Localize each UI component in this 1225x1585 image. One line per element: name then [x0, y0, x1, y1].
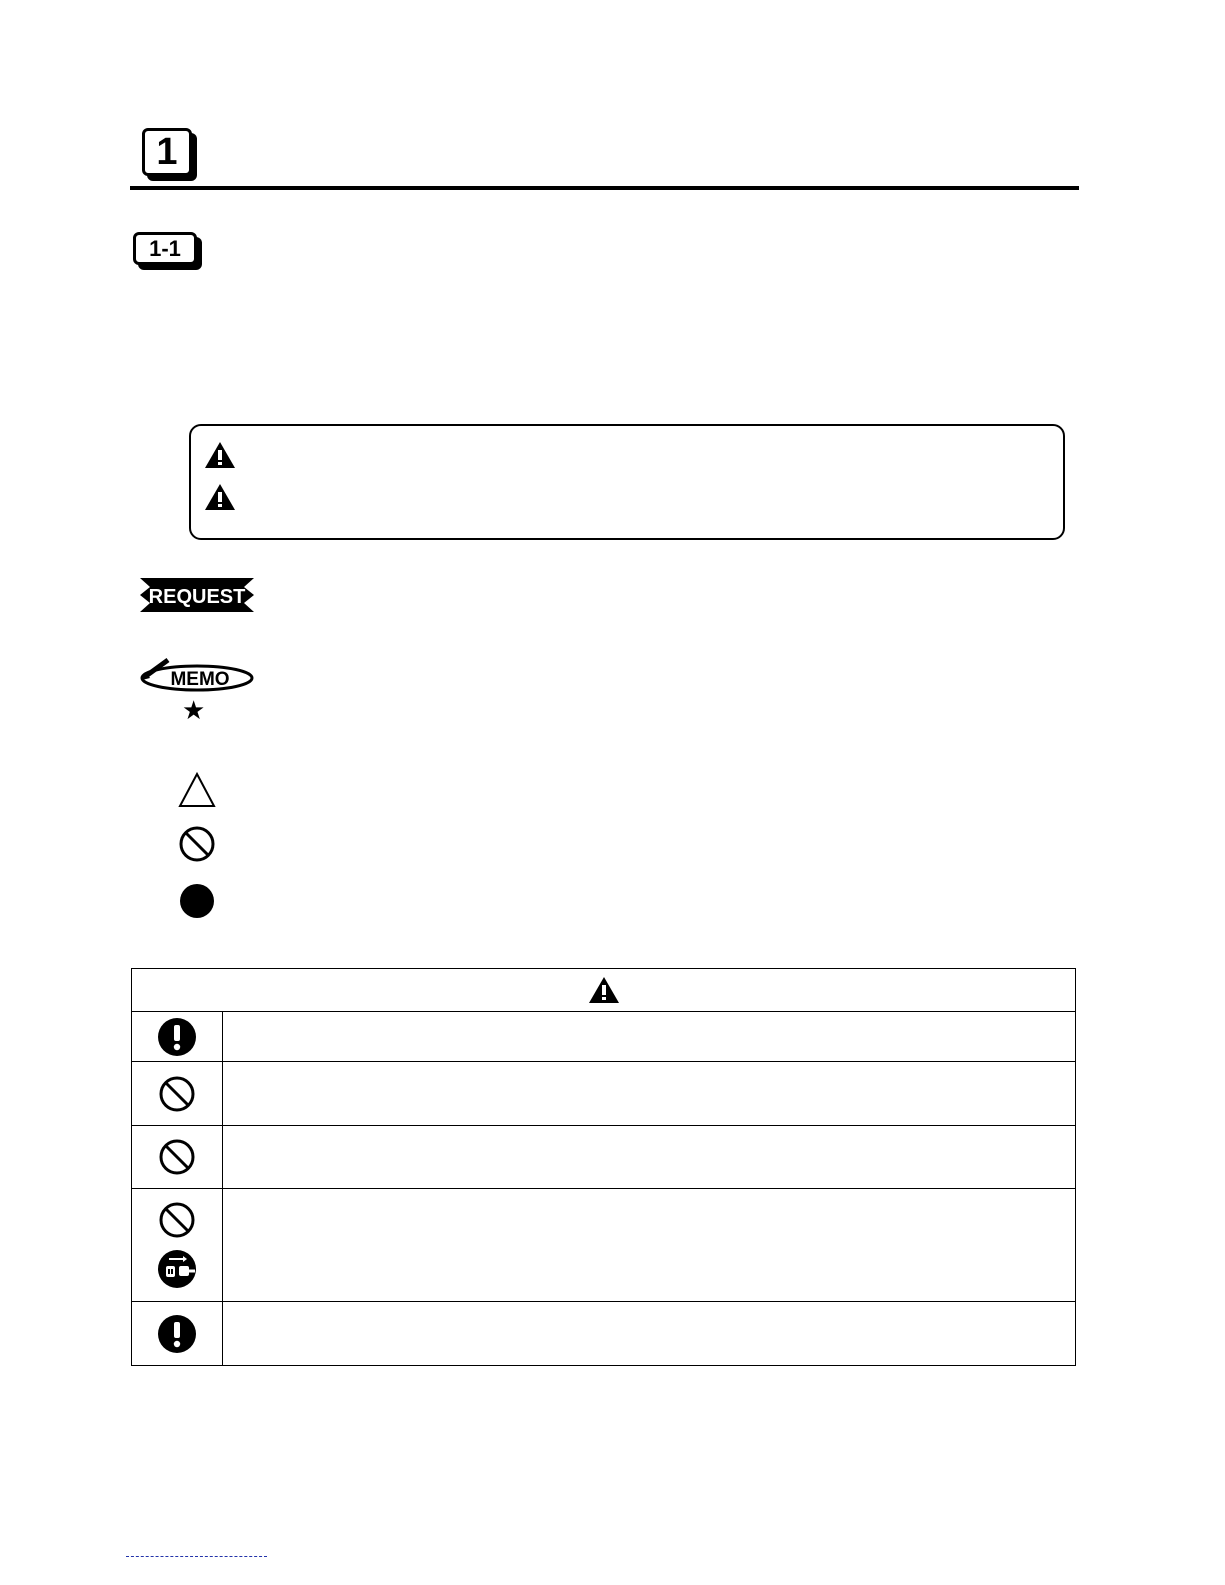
signal-row-warning [203, 440, 237, 470]
chapter-number-badge [142, 128, 192, 176]
warning-triangle-icon [587, 975, 621, 1005]
exclamation-icon [157, 1314, 197, 1354]
table-row [132, 1302, 1076, 1366]
request-text: REQUEST [148, 586, 246, 608]
table-row [132, 1126, 1076, 1189]
table-row [132, 1189, 1076, 1302]
prohibition-icon [178, 825, 216, 863]
section-number-badge [133, 232, 197, 265]
warning-table [131, 968, 1076, 1366]
star-icon: ★ [182, 695, 206, 725]
table-row [132, 1062, 1076, 1126]
warning-triangle-icon [203, 482, 237, 512]
memo-pencil-icon [140, 656, 254, 692]
caution-triangle-icon [178, 772, 216, 808]
request-banner-icon [140, 578, 254, 612]
instruction-dot-icon [178, 882, 216, 920]
exclamation-icon [157, 1017, 197, 1057]
section-number: 1-1 [149, 235, 181, 261]
warning-triangle-icon [203, 440, 237, 470]
signal-word-box [189, 424, 1065, 540]
row-text [223, 1062, 1076, 1126]
prohibition-icon [158, 1075, 196, 1113]
prohibition-icon [158, 1201, 196, 1239]
row-text [223, 1012, 1076, 1062]
row-text [223, 1126, 1076, 1189]
memo-text: MEMO [170, 669, 230, 690]
request-label [140, 578, 254, 617]
row-text [223, 1302, 1076, 1366]
prohibition-icon [158, 1138, 196, 1176]
unplug-icon [157, 1249, 197, 1289]
row-text [223, 1189, 1076, 1302]
memo-label [140, 656, 254, 697]
chapter-number: 1 [156, 130, 178, 173]
warning-table-header [132, 969, 1076, 1012]
chapter-rule [130, 186, 1079, 190]
table-row [132, 1012, 1076, 1062]
signal-row-caution [203, 482, 237, 512]
footer-link[interactable] [126, 1556, 267, 1557]
